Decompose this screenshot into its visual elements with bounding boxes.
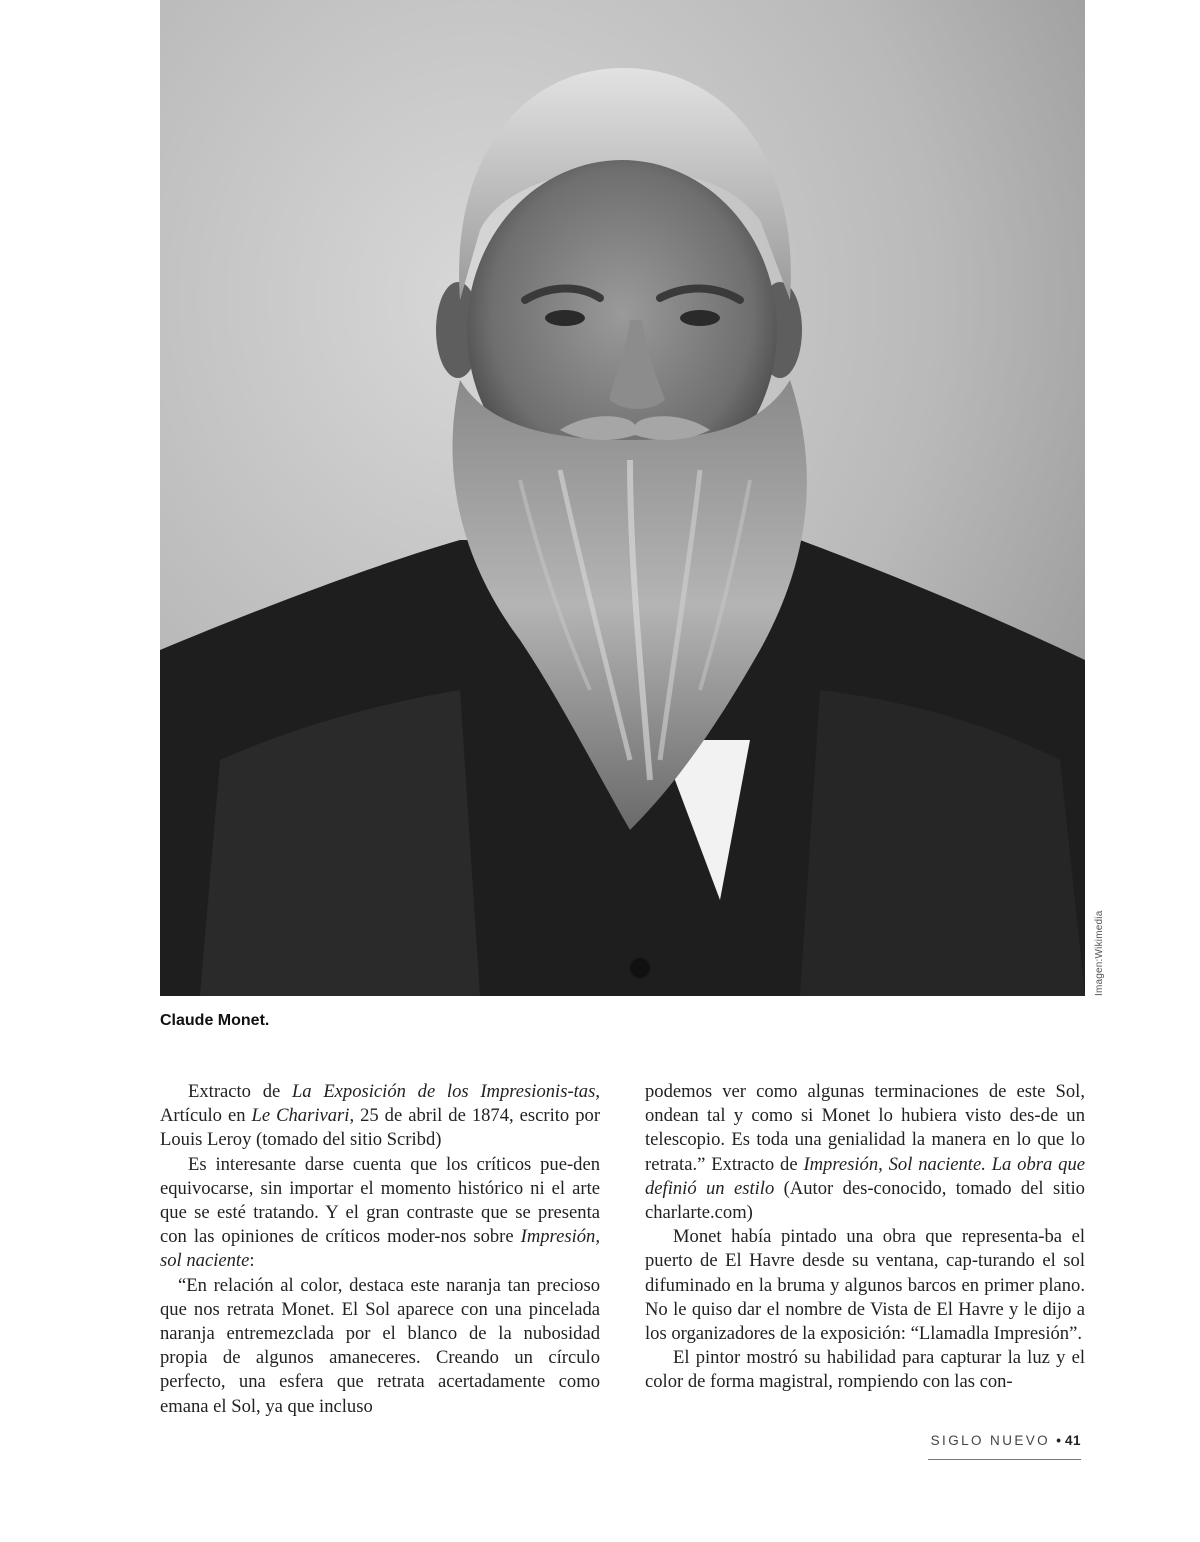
page-number: 41 [1064,1433,1081,1448]
paragraph-quote: “En relación al color, destaca este naranja tan precioso que nos retrata Monet. El Sol aparece con una pincelada naranja entremezclada por el blanco de la nubosidad propia de algunos amaneceres. Creando un círculo perfecto, una esfera que retrata acertadamente como emana el Sol, ya que incluso [160,1274,600,1417]
monet-portrait-photo [160,0,1085,996]
footer-rule [928,1459,1081,1460]
photo-credit: Imagen:Wikimedia [1094,910,1105,996]
magazine-name: SIGLO NUEVO [930,1433,1051,1448]
photo-caption: Claude Monet. [160,1012,270,1029]
paragraph: podemos ver como algunas terminaciones de este Sol, ondean tal y como si Monet lo hubiera visto des-de un telescopio. Es toda una genialidad la manera en lo que lo retrata.” Extracto de Impresión, Sol naciente. La obra que definió un estilo (Autor des-conocido, tomado del sitio charlarte.com) [645,1081,1085,1224]
article-column-left [160,1080,600,1419]
paragraph: Es interesante darse cuenta que los críticos pue-den equivocarse, sin importar el momento histórico ni el arte que se esté tratando. Y el gran contraste que se presenta con las opiniones de críticos moder-nos sobre Impresión, sol naciente: [160,1153,600,1272]
footer-separator: • [1056,1433,1061,1448]
article-column-right [645,1080,1085,1395]
paragraph: El pintor mostró su habilidad para capturar la luz y el color de forma magistral, rompiendo con las con- [645,1347,1085,1393]
page-footer [928,1433,1081,1448]
paragraph: Monet había pintado una obra que representa-ba el puerto de El Havre desde su ventana, cap-turando el sol difuminado en la bruma y algunos barcos en primer plano. No le quiso dar el nombre de Vista de El Havre y le dijo a los organizadores de la exposición: “Llamadla Impresión”. [645,1226,1085,1345]
paragraph: Extracto de La Exposición de los Impresionis-tas, Artículo en Le Charivari, 25 de abril de 1874, escrito por Louis Leroy (tomado del sitio Scribd) [160,1081,601,1151]
portrait-illustration [160,0,1085,996]
